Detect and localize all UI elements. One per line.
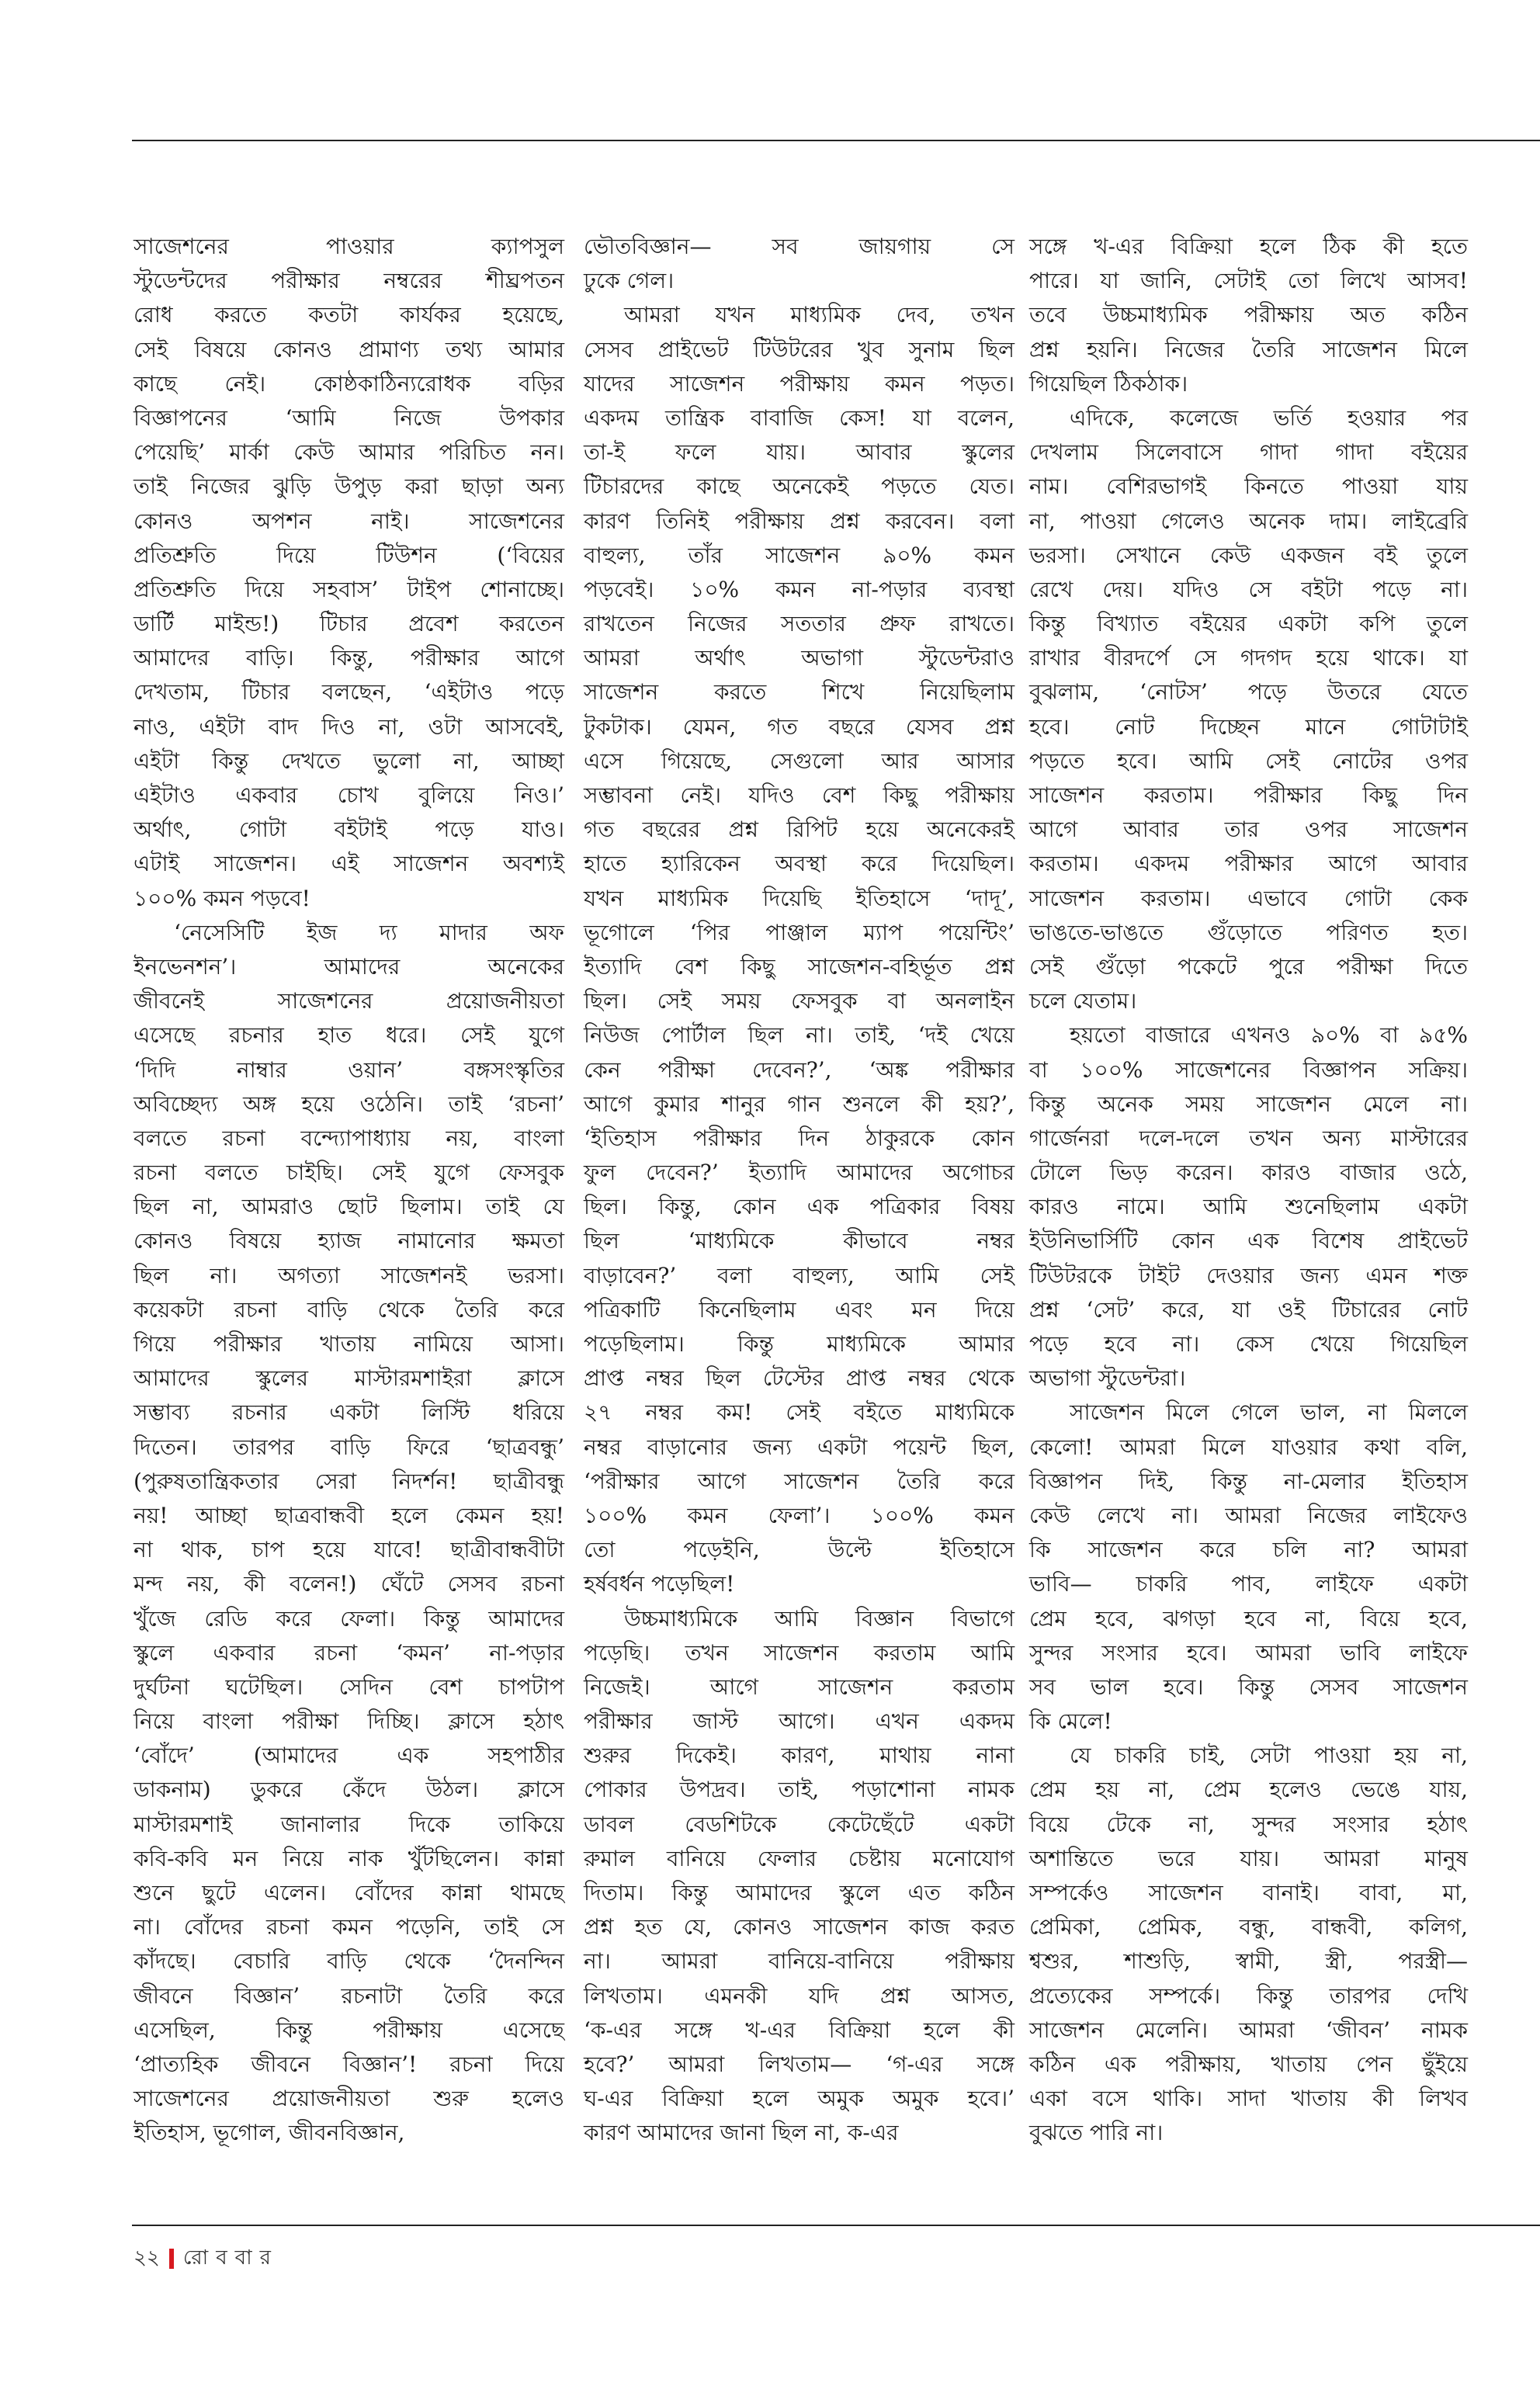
text-line: গার্জেনরা দলে-দলে তখন অন্য মাস্টারের — [1029, 1125, 1468, 1151]
text-line: ১০০% কমন ফেলা’। ১০০% কমন — [584, 1502, 1015, 1528]
text-line: কয়েকটা রচনা বাড়ি থেকে তৈরি করে — [134, 1296, 564, 1323]
text-line: সম্পর্কেও সাজেশন বানাই। বাবা, মা, — [1029, 1880, 1468, 1906]
text-line: জীবনে বিজ্ঞান’ রচনাটা তৈরি করে — [134, 1982, 564, 2009]
text-line: যখন মাধ্যমিক দিয়েছি ইতিহাসে ‘দাদূ’, — [584, 885, 1015, 911]
text-line: সাজেশন করতে শিখে নিয়েছিলাম — [584, 679, 1015, 706]
text-line: রুমাল বানিয়ে ফেলার চেষ্টায় মনোযোগ — [584, 1845, 1015, 1871]
text-line: রাখার বীরদর্পে সে গদগদ হয়ে থাকে। যা — [1029, 645, 1468, 671]
text-line: পারে। যা জানি, সেটাই তো লিখে আসব! — [1029, 268, 1468, 294]
text-line: কারণ তিনিই পরীক্ষায় প্রশ্ন করবেন। বলা — [584, 508, 1015, 534]
text-line: অর্থাৎ, গোটা বইটাই পড়ে যাও। — [134, 817, 564, 843]
text-line: ভাবি— চাকরি পাব, লাইফে একটা — [1029, 1571, 1468, 1597]
text-line: করতাম। একদম পরীক্ষার আগে আবার — [1029, 851, 1468, 877]
text-line: প্রশ্ন হয়নি। নিজের তৈরি সাজেশন মিলে — [1029, 336, 1468, 362]
text-line: কাঁদছে। বেচারি বাড়ি থেকে ‘দৈনন্দিন — [134, 1948, 564, 1975]
text-line: সাজেশনের পাওয়ার ক্যাপসুল — [134, 234, 564, 259]
text-line: কেউ লেখে না। আমরা নিজের লাইফেও — [1029, 1502, 1468, 1528]
text-line: প্রত্যেকের সম্পর্কে। কিন্তু তারপর দেখি — [1029, 1982, 1468, 2009]
text-line: সঙ্গে খ-এর বিক্রিয়া হলে ঠিক কী হতে — [1029, 234, 1468, 259]
text-line: পড়েছিলাম। কিন্তু মাধ্যমিকে আমার — [584, 1331, 1015, 1357]
text-line: ইউনিভার্সিটি কোন এক বিশেষ প্রাইভেট — [1029, 1228, 1468, 1254]
text-line: কি সাজেশন করে চলি না? আমরা — [1029, 1537, 1468, 1563]
text-line: ‘পরীক্ষার আগে সাজেশন তৈরি করে — [584, 1468, 1015, 1494]
text-line: ইতিহাস, ভূগোল, জীবনবিজ্ঞান, — [134, 2120, 405, 2146]
text-line: প্রতিশ্রুতি দিয়ে টিউশন (‘বিয়ের — [134, 542, 564, 568]
text-line: প্রেম হবে, ঝগড়া হবে না, বিয়ে হবে, — [1029, 1605, 1468, 1632]
text-line: নম্বর বাড়ানোর জন্য একটা পয়েন্ট ছিল, — [584, 1434, 1015, 1460]
text-line: তবে উচ্চমাধ্যমিক পরীক্ষায় অত কঠিন — [1029, 302, 1468, 328]
text-line: আগে আবার তার ওপর সাজেশন — [1029, 817, 1468, 843]
text-line: গিয়ে পরীক্ষার খাতায় নামিয়ে আসা। — [134, 1331, 564, 1357]
text-line: সেই বিষয়ে কোনও প্রামাণ্য তথ্য আমার — [134, 336, 564, 362]
text-line: না, পাওয়া গেলেও অনেক দাম। লাইব্রেরি — [1029, 508, 1468, 534]
text-line: কঠিন এক পরীক্ষায়, খাতায় পেন ছুঁইয়ে — [1029, 2051, 1468, 2077]
text-line: এইটা কিন্তু দেখতে ভুলো না, আচ্ছা — [134, 747, 564, 774]
text-line: পড়েছি। তখন সাজেশন করতাম আমি — [584, 1639, 1015, 1666]
text-line: সম্ভাবনা নেই। যদিও বেশ কিছু পরীক্ষায় — [584, 782, 1015, 808]
text-line: বিয়ে টেকে না, সুন্দর সংসার হঠাৎ — [1029, 1811, 1468, 1837]
text-line: ‘ইতিহাস পরীক্ষার দিন ঠাকুরকে কোন — [584, 1125, 1015, 1151]
text-line: পরীক্ষার জাস্ট আগে। এখন একদম — [584, 1708, 1015, 1735]
text-line: ‘দিদি নাম্বার ওয়ান’ বঙ্গসংস্কৃতির — [134, 1056, 564, 1083]
text-line: শ্বশুর, শাশুড়ি, স্বামী, স্ত্রী, পরস্ত্রী— — [1029, 1948, 1468, 1975]
text-line: ইত্যাদি বেশ কিছু সাজেশন-বহির্ভূত প্রশ্ন — [584, 953, 1015, 980]
paragraph — [1029, 1739, 1468, 2150]
paragraph — [1029, 230, 1468, 401]
text-line: না। বোঁদের রচনা কমন পড়েনি, তাই সে — [134, 1914, 564, 1940]
text-line: সেই গুঁড়ো পকেটে পুরে পরীক্ষা দিতে — [1029, 953, 1468, 980]
footer-rule — [132, 2225, 1540, 2226]
text-line: দেখলাম সিলেবাসে গাদা গাদা বইয়ের — [1029, 439, 1468, 466]
text-line: ঘ-এর বিক্রিয়া হলে অমুক অমুক হবে।’ — [584, 2086, 1015, 2112]
text-line: বা ১০০% সাজেশনের বিজ্ঞাপন সক্রিয়। — [1029, 1056, 1468, 1083]
text-line: এসেছে রচনার হাত ধরে। সেই যুগে — [134, 1022, 564, 1049]
text-line: তাই নিজের ঝুড়ি উপুড় করা ছাড়া অন্য — [134, 473, 564, 500]
text-line: ছিল না, আমরাও ছোট ছিলাম। তাই যে — [134, 1194, 564, 1220]
text-line: ‘নেসেসিটি ইজ দ্য মাদার অফ — [174, 919, 564, 945]
text-line: আমাদের বাড়ি। কিন্তু, পরীক্ষার আগে — [134, 645, 564, 671]
text-line: সাজেশন করতাম। পরীক্ষার কিছু দিন — [1029, 782, 1468, 808]
text-line: দিতাম। কিন্তু আমাদের স্কুলে এত কঠিন — [584, 1880, 1015, 1906]
text-line: পড়বেই। ১০% কমন না-পড়ার ব্যবস্থা — [584, 576, 1015, 602]
text-line: নিজেই। আগে সাজেশন করতাম — [584, 1673, 1015, 1700]
text-line: আমরা অর্থাৎ অভাগা স্টুডেন্টরাও — [584, 645, 1015, 671]
text-line: দিতেন। তারপর বাড়ি ফিরে ‘ছাত্রবন্ধু’ — [134, 1434, 564, 1460]
text-line: গিয়েছিল ঠিকঠাক। — [1029, 370, 1188, 397]
article-column-1 — [134, 230, 564, 2151]
text-line: (পুরুষতান্ত্রিকতার সেরা নিদর্শন! ছাত্রীবন্ধু — [134, 1468, 564, 1494]
text-line: ডাকনাম) ডুকরে কেঁদে উঠল। ক্লাসে — [134, 1777, 564, 1803]
text-line: নাও, এইটা বাদ দিও না, ওটা আসবেই, — [134, 713, 564, 740]
page-footer — [134, 2242, 279, 2276]
text-line: স্কুলে একবার রচনা ‘কমন’ না-পড়ার — [134, 1639, 564, 1666]
text-line: রচনা বলতে চাইছি। সেই যুগে ফেসবুক — [134, 1160, 564, 1186]
text-line: টিচারদের কাছে অনেকেই পড়তে যেত। — [584, 473, 1015, 500]
text-line: বিজ্ঞাপন দিই, কিন্তু না-মেলার ইতিহাস — [1029, 1468, 1468, 1494]
paragraph — [1029, 1018, 1468, 1396]
text-line: পড়তে হবে। আমি সেই নোটের ওপর — [1029, 747, 1468, 774]
text-line: বাড়াবেন?’ বলা বাহুল্য, আমি সেই — [584, 1262, 1015, 1288]
paragraph — [584, 1602, 1015, 2151]
text-line: টোলে ভিড় করেন। কারও বাজার ওঠে, — [1029, 1160, 1468, 1186]
text-line: ভরসা। সেখানে কেউ একজন বই তুলে — [1029, 542, 1468, 568]
text-line: স্টুডেন্টদের পরীক্ষার নম্বরের শীঘ্রপতন — [134, 268, 564, 294]
text-line: ভাঙতে-ভাঙতে গুঁড়োতে পরিণত হত। — [1029, 919, 1468, 945]
text-line: পেয়েছি’ মার্কা কেউ আমার পরিচিত নন। — [134, 439, 564, 466]
text-line: দুর্ঘটনা ঘটেছিল। সেদিন বেশ চাপটাপ — [134, 1673, 564, 1700]
paragraph — [584, 230, 1015, 298]
text-line: প্রেমিকা, প্রেমিক, বন্ধু, বান্ধবী, কলিগ, — [1029, 1914, 1468, 1940]
text-line: না থাক, চাপ হয়ে যাবে! ছাত্রীবান্ধবীটা — [134, 1537, 564, 1563]
text-line: ২৭ নম্বর কম! সেই বইতে মাধ্যমিকে — [584, 1399, 1015, 1426]
text-line: কেলো! আমরা মিলে যাওয়ার কথা বলি, — [1029, 1434, 1468, 1460]
text-line: বিজ্ঞাপনের ‘আমি নিজে উপকার — [134, 404, 564, 431]
text-line: যে চাকরি চাই, সেটা পাওয়া হয় না, — [1070, 1743, 1468, 1769]
text-line: নয়! আচ্ছা ছাত্রবান্ধবী হলে কেমন হয়! — [134, 1502, 564, 1528]
text-line: কোনও বিষয়ে হ্যাজ নামানোর ক্ষমতা — [134, 1228, 564, 1254]
text-line: ভৌতবিজ্ঞান— সব জায়গায় সে — [584, 234, 1015, 259]
text-line: কেন পরীক্ষা দেবেন?’, ‘অঙ্ক পরীক্ষার — [584, 1056, 1015, 1083]
text-line: হয়তো বাজারে এখনও ৯০% বা ৯৫% — [1070, 1022, 1468, 1049]
text-line: প্রশ্ন ‘সেট’ করে, যা ওই টিচারের নোট — [1029, 1296, 1468, 1323]
text-line: যাদের সাজেশন পরীক্ষায় কমন পড়ত। — [584, 370, 1015, 397]
text-line: মাস্টারমশাই জানালার দিকে তাকিয়ে — [134, 1811, 564, 1837]
text-line: দেখতাম, টিচার বলছেন, ‘এইটাও পড়ে — [134, 679, 564, 706]
text-line: নিয়ে বাংলা পরীক্ষা দিচ্ছি। ক্লাসে হঠাৎ — [134, 1708, 564, 1735]
text-line: এইটাও একবার চোখ বুলিয়ে নিও।’ — [134, 782, 564, 808]
text-line: হর্ষবর্ধন পড়েছিল! — [584, 1571, 735, 1597]
paragraph — [584, 298, 1015, 1601]
text-line: অভাগা স্টুডেন্টরা। — [1029, 1365, 1186, 1392]
text-line: মন্দ নয়, কী বলেন!) ঘেঁটে সেসব রচনা — [134, 1571, 564, 1597]
article-column-3 — [1029, 230, 1468, 2151]
text-line: জীবনেই সাজেশনের প্রয়োজনীয়তা — [134, 988, 564, 1014]
text-line: কোনও অপশন নাই। সাজেশনের — [134, 508, 564, 534]
text-line: লিখতাম। এমনকী যদি প্রশ্ন আসত, — [584, 1982, 1015, 2009]
text-line: সাজেশন মেলেনি। আমরা ‘জীবন’ নামক — [1029, 2017, 1468, 2043]
text-line: এদিকে, কলেজে ভর্তি হওয়ার পর — [1070, 404, 1468, 431]
text-line: শুনে ছুটে এলেন। বোঁদের কান্না থামছে — [134, 1880, 564, 1906]
text-line: কবি-কবি মন নিয়ে নাক খুঁটছিলেন। কান্না — [134, 1845, 564, 1871]
text-line: পত্রিকাটি কিনেছিলাম এবং মন দিয়ে — [584, 1296, 1015, 1323]
text-line: নাম। বেশিরভাগই কিনতে পাওয়া যায় — [1029, 473, 1468, 500]
text-line: একা বসে থাকি। সাদা খাতায় কী লিখব — [1029, 2086, 1468, 2112]
text-line: না। আমরা বানিয়ে-বানিয়ে পরীক্ষায় — [584, 1948, 1015, 1975]
text-line: এসে গিয়েছে, সেগুলো আর আসার — [584, 747, 1015, 774]
text-line: শুরুর দিকেই। কারণ, মাথায় নানা — [584, 1743, 1015, 1769]
text-line: ইনভেনশন’। আমাদের অনেকের — [134, 953, 564, 980]
text-line: বলতে রচনা বন্দ্যোপাধ্যায় নয়, বাংলা — [134, 1125, 564, 1151]
text-line: আগে কুমার শানুর গান শুনলে কী হয়?’, — [584, 1091, 1015, 1117]
text-line: রোধ করতে কতটা কার্যকর হয়েছে, — [134, 302, 564, 328]
text-line: গত বছরের প্রশ্ন রিপিট হয়ে অনেকেরই — [584, 817, 1015, 843]
text-line: বুঝতে পারি না। — [1029, 2120, 1164, 2146]
text-line: তা-ই ফলে যায়। আবার স্কুলের — [584, 439, 1015, 466]
text-line: এটাই সাজেশন। এই সাজেশন অবশ্যই — [134, 851, 564, 877]
text-line: বুঝলাম, ‘নোটস’ পড়ে উতরে যেতে — [1029, 679, 1468, 706]
text-line: পড়ে হবে না। কেস খেয়ে গিয়েছিল — [1029, 1331, 1468, 1357]
text-line: অবিচ্ছেদ্য অঙ্গ হয়ে ওঠেনি। তাই ‘রচনা’ — [134, 1091, 564, 1117]
text-line: ডার্টি মাইন্ড!) টিচার প্রবেশ করতেন — [134, 611, 564, 637]
paragraph — [134, 230, 564, 916]
text-line: উচ্চমাধ্যমিকে আমি বিজ্ঞান বিভাগে — [624, 1605, 1015, 1632]
text-line: ছিল না। অগত্যা সাজেশনই ভরসা। — [134, 1262, 564, 1288]
text-line: হবে?’ আমরা লিখতাম— ‘গ-এর সঙ্গে — [584, 2051, 1015, 2077]
text-line: হবে। নোট দিচ্ছেন মানে গোটাটাই — [1029, 713, 1468, 740]
text-line: ১০০% কমন পড়বে! — [134, 885, 310, 911]
text-line: প্রতিশ্রুতি দিয়ে সহবাস’ টাইপ শোনাচ্ছে। — [134, 576, 564, 602]
text-line: কারণ আমাদের জানা ছিল না, ক-এর — [584, 2120, 899, 2146]
text-line: ফুল দেবেন?’ ইত্যাদি আমাদের অগোচর — [584, 1160, 1015, 1186]
text-line: ‘বোঁদে’ (আমাদের এক সহপাঠীর — [134, 1743, 564, 1769]
text-line: ছিল ‘মাধ্যমিকে কীভাবে নম্বর — [584, 1228, 1015, 1254]
text-line: সাজেশন মিলে গেলে ভাল, না মিললে — [1070, 1399, 1468, 1426]
text-line: নিউজ পোর্টাল ছিল না। তাই, ‘দই খেয়ে — [584, 1022, 1015, 1049]
text-line: প্রেম হয় না, প্রেম হলেও ভেঙে যায়, — [1029, 1777, 1468, 1803]
text-line: কাছে নেই। কোষ্ঠকাঠিন্যরোধক বড়ির — [134, 370, 564, 397]
text-line: আমাদের স্কুলের মাস্টারমশাইরা ক্লাসে — [134, 1365, 564, 1392]
text-line: ছিল। সেই সময় ফেসবুক বা অনলাইন — [584, 988, 1015, 1014]
text-line: চলে যেতাম। — [1029, 988, 1137, 1014]
text-line: একদম তান্ত্রিক বাবাজি কেস! যা বলেন, — [584, 404, 1015, 431]
text-line: পোকার উপদ্রব। তাই, পড়াশোনা নামক — [584, 1777, 1015, 1803]
text-line: প্রাপ্ত নম্বর ছিল টেস্টের প্রাপ্ত নম্বর থেকে — [584, 1365, 1015, 1392]
text-line: সব ভাল হবে। কিন্তু সেসব সাজেশন — [1029, 1673, 1468, 1700]
text-line: সাজেশনের প্রয়োজনীয়তা শুরু হলেও — [134, 2086, 564, 2112]
text-line: ছিল। কিন্তু, কোন এক পত্রিকার বিষয় — [584, 1194, 1015, 1220]
text-line: প্রশ্ন হত যে, কোনও সাজেশন কাজ করত — [584, 1914, 1015, 1940]
header-rule — [132, 140, 1540, 141]
paragraph — [1029, 1396, 1468, 1739]
text-line: ডাবল বেডশিটকে কেটেছেঁটে একটা — [584, 1811, 1015, 1837]
text-line: হাতে হ্যারিকেন অবস্থা করে দিয়েছিল। — [584, 851, 1015, 877]
text-line: রাখতেন নিজের সততার প্রুফ রাখতে। — [584, 611, 1015, 637]
paragraph — [134, 916, 564, 2151]
magazine-name: রোববার — [182, 2246, 279, 2270]
text-line: সুন্দর সংসার হবে। আমরা ভাবি লাইফে — [1029, 1639, 1468, 1666]
text-line: অশান্তিতে ভরে যায়। আমরা মানুষ — [1029, 1845, 1468, 1871]
article-column-2 — [584, 230, 1015, 2151]
paragraph — [1029, 401, 1468, 1018]
text-line: খুঁজে রেডি করে ফেলা। কিন্তু আমাদের — [134, 1605, 564, 1632]
text-line: বাহুল্য, তাঁর সাজেশন ৯০% কমন — [584, 542, 1015, 568]
page-number: ২২ — [134, 2246, 160, 2270]
text-line: এসেছিল, কিন্তু পরীক্ষায় এসেছে — [134, 2017, 564, 2043]
text-line: সাজেশন করতাম। এভাবে গোটা কেক — [1029, 885, 1468, 911]
text-line: ‘প্রাত্যহিক জীবনে বিজ্ঞান’! রচনা দিয়ে — [134, 2051, 564, 2077]
text-line: কিন্তু অনেক সময় সাজেশন মেলে না। — [1029, 1091, 1468, 1117]
text-line: কিন্তু বিখ্যাত বইয়ের একটা কপি তুলে — [1029, 611, 1468, 637]
text-line: কারও নামে। আমি শুনেছিলাম একটা — [1029, 1194, 1468, 1220]
text-line: টিউটরকে টাইট দেওয়ার জন্য এমন শক্ত — [1029, 1262, 1468, 1288]
text-line: কি মেলে! — [1029, 1708, 1112, 1735]
text-line: তো পড়েইনি, উল্টে ইতিহাসে — [584, 1537, 1015, 1563]
text-line: সম্ভাব্য রচনার একটা লিস্টি ধরিয়ে — [134, 1399, 564, 1426]
text-line: টুকটাক। যেমন, গত বছরে যেসব প্রশ্ন — [584, 713, 1015, 740]
text-line: রেখে দেয়। যদিও সে বইটা পড়ে না। — [1029, 576, 1468, 602]
text-line: ভূগোলে ‘পির পাঞ্জাল ম্যাপ পয়েন্টিং’ — [584, 919, 1015, 945]
text-line: আমরা যখন মাধ্যমিক দেব, তখন — [624, 302, 1015, 328]
text-line: সেসব প্রাইভেট টিউটরের খুব সুনাম ছিল — [584, 336, 1015, 362]
footer-separator-bar — [169, 2249, 174, 2269]
text-line: ‘ক-এর সঙ্গে খ-এর বিক্রিয়া হলে কী — [584, 2017, 1015, 2043]
text-line: ঢুকে গেল। — [584, 268, 675, 294]
